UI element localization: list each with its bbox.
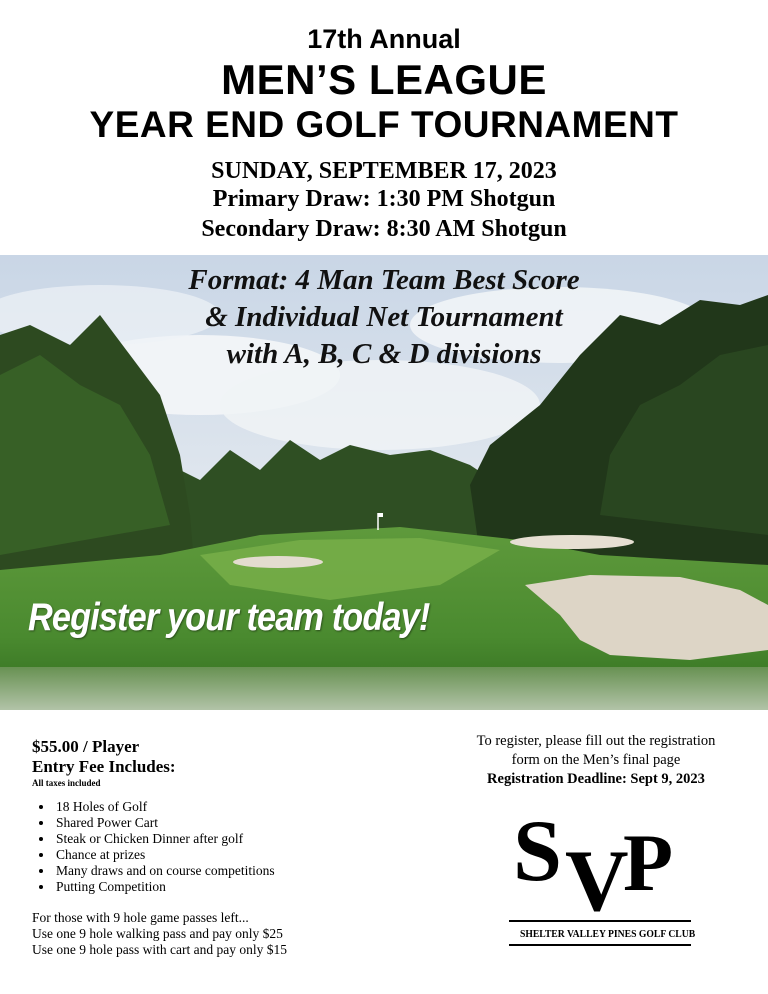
registration-info (440, 732, 752, 789)
club-name: SHELTER VALLEY PINES GOLF CLUB (519, 929, 696, 940)
event-annual: 17th Annual (307, 24, 461, 54)
registration-deadline: Registration Deadline: Sept 9, 2023 (487, 771, 705, 787)
entry-fee-title: Entry Fee Includes: (32, 757, 176, 776)
registration-line-1: To register, please fill out the registration (476, 733, 716, 749)
logo-letter-p: P (623, 817, 674, 908)
game-pass-info (32, 910, 392, 958)
event-tournament-title: YEAR END GOLF TOURNAMENT (89, 104, 679, 145)
pass-line: Use one 9 hole pass with cart and pay only $15 (32, 942, 287, 957)
tournament-format (0, 262, 768, 373)
format-line-2: & Individual Net Tournament (205, 301, 563, 333)
included-items-list (32, 799, 392, 895)
register-call-to-action: Register your team today! (28, 596, 430, 639)
list-item: • Putting Competition (54, 879, 392, 895)
logo-letter-v: V (565, 833, 629, 930)
player-price: $55.00 / Player (32, 737, 140, 756)
list-item: • Chance at prizes (54, 847, 392, 863)
list-item: • Many draws and on course competitions (54, 863, 392, 879)
format-line-3: with A, B, C & D divisions (226, 338, 542, 370)
logo-letter-s: S (513, 808, 562, 900)
secondary-draw: Secondary Draw: 8:30 AM Shotgun (201, 216, 567, 242)
pass-line: For those with 9 hole game passes left... (32, 910, 249, 925)
primary-draw: Primary Draw: 1:30 PM Shotgun (212, 186, 556, 212)
format-line-1: Format: 4 Man Team Best Score (188, 264, 580, 296)
registration-line-2: form on the Men’s final page (511, 752, 681, 768)
pricing-section (32, 737, 392, 958)
pass-line: Use one 9 hole walking pass and pay only $25 (32, 926, 283, 941)
event-league-title: MEN’S LEAGUE (221, 56, 547, 103)
list-item: • Shared Power Cart (54, 815, 392, 831)
taxes-note: All taxes included (32, 778, 101, 788)
event-date: SUNDAY, SEPTEMBER 17, 2023 (211, 158, 557, 184)
list-item: • 18 Holes of Golf (54, 799, 392, 815)
list-item: • Steak or Chicken Dinner after golf (54, 831, 392, 847)
